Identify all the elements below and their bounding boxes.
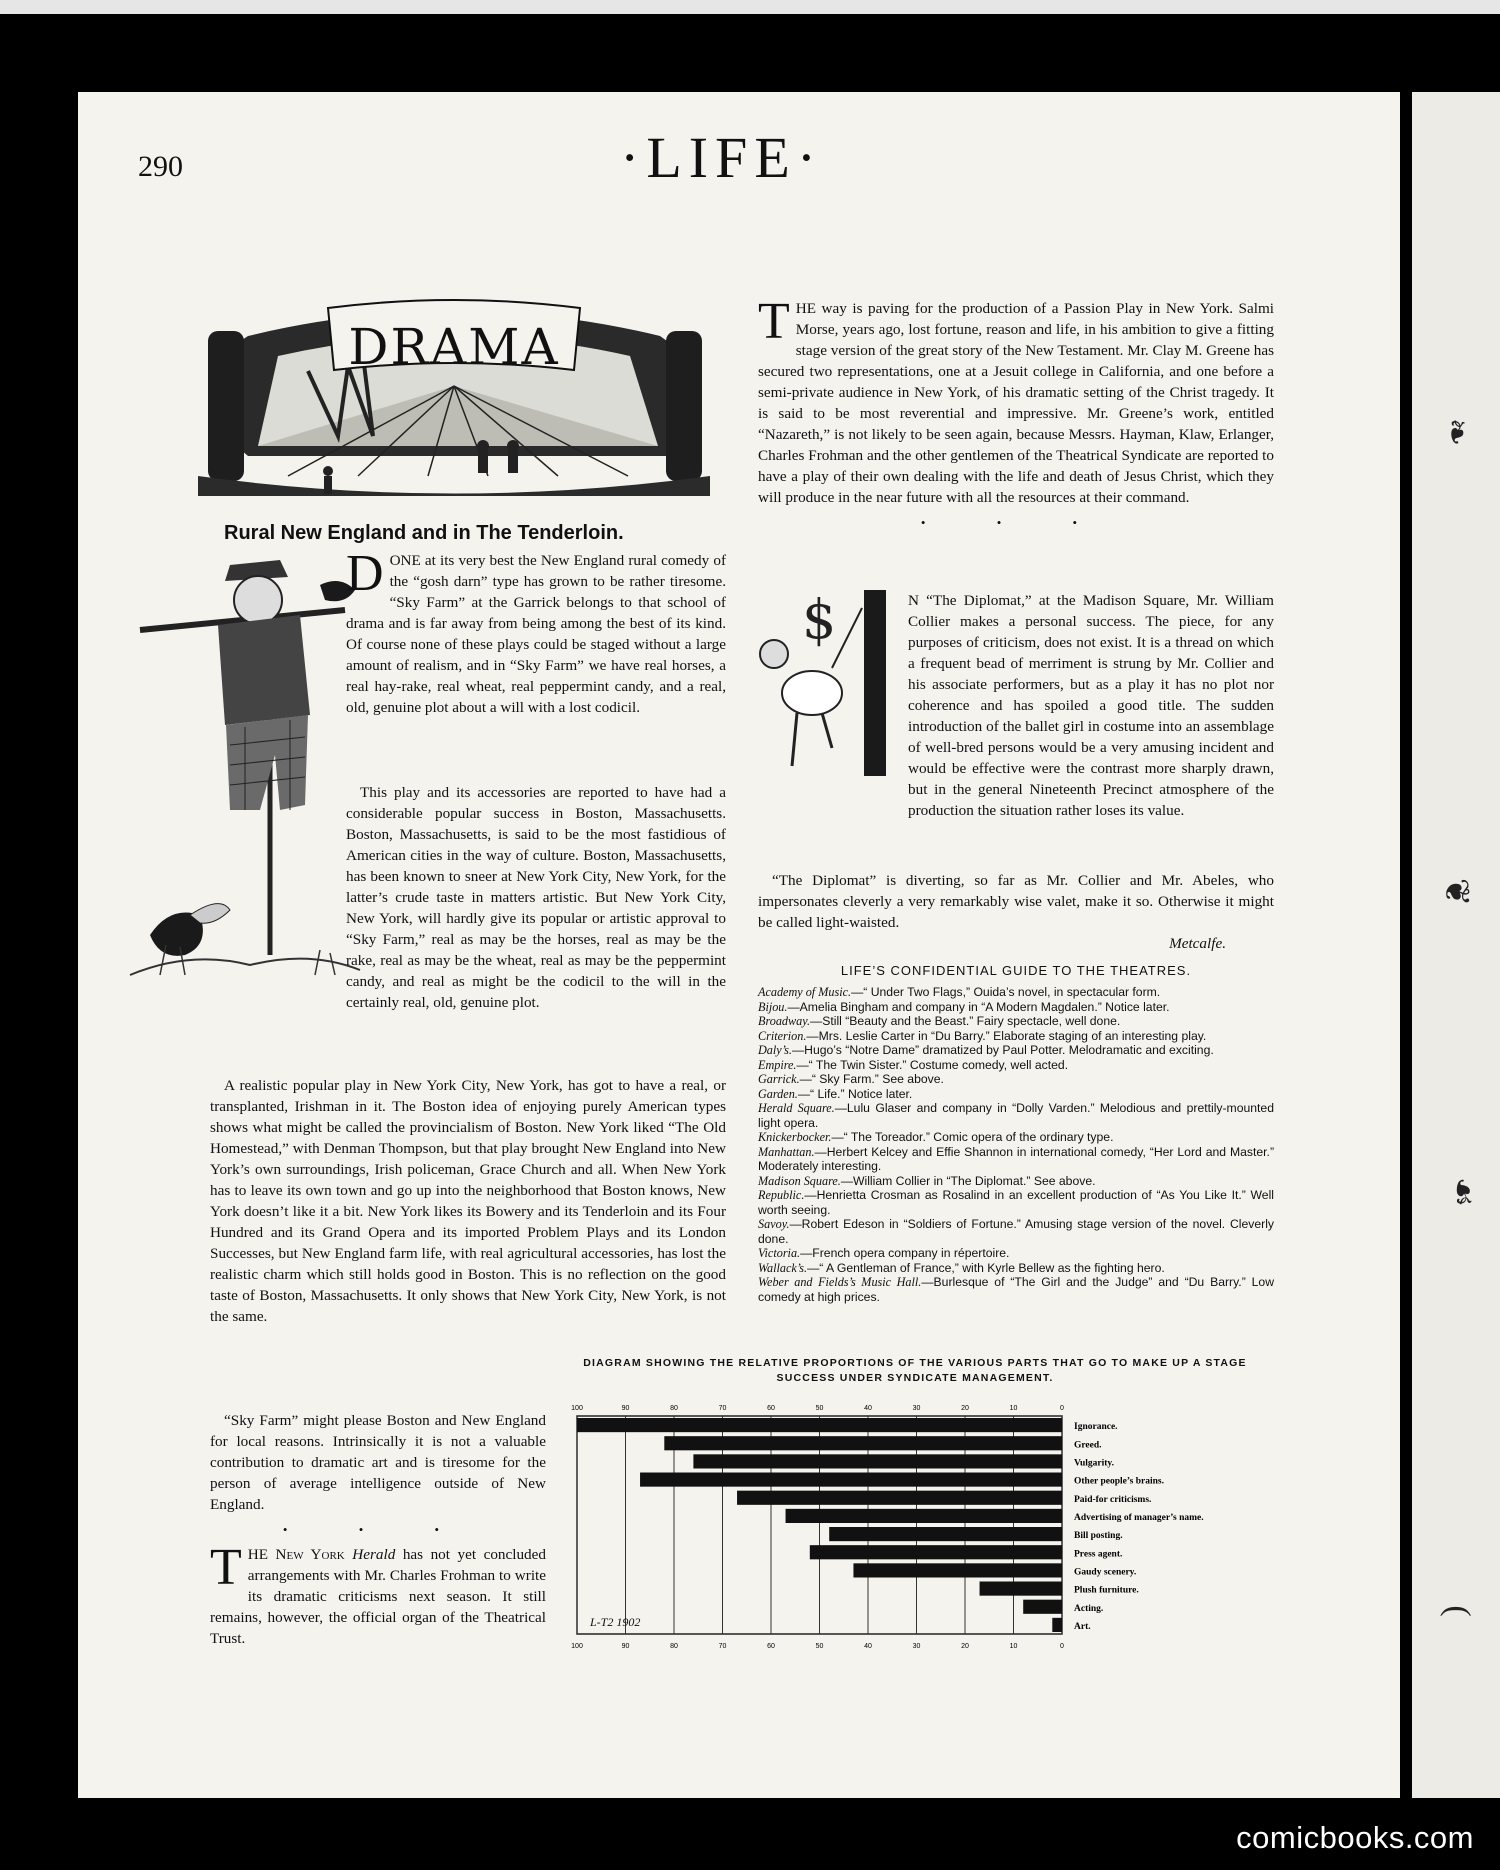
right-column-diplomat-text xyxy=(758,590,1274,821)
tick-label-top: 80 xyxy=(670,1405,678,1412)
tick-label-bottom: 80 xyxy=(670,1643,678,1650)
author-signature: Metcalfe. xyxy=(1169,935,1226,952)
left-column-top xyxy=(346,545,726,718)
paragraph-diplomat: N “The Diplomat,” at the Madison Square, Mr. William Collier makes a personal success. The piece, for any purposes of criticism, does not exist. It is a thread on which a frequent bead of merriment is strung by Mr. Collier and his associate performers, but as a play it has no plot nor coherence and has spoiled a good title. The sudden introduction of the ballet girl in costume into an assemblage of well-bred persons would be a very amusing incident and would be effective were the contrast more sharply drawn, but in the general Nineteenth Precinct atmosphere of the production the situation rather loses its value. xyxy=(908,592,1274,819)
guide-entry xyxy=(758,1275,1274,1304)
guide-entry xyxy=(758,1058,1274,1073)
guide-entry xyxy=(758,1261,1274,1276)
theatre-notice: —William Collier in “The Diplomat.” See above. xyxy=(840,1173,1096,1188)
category-label: Art. xyxy=(1074,1621,1091,1632)
theatre-name: Weber and Fields’s Music Hall. xyxy=(758,1275,922,1289)
theatre-notice: —Herbert Kelcey and Effie Shannon in international comedy, “Her Lord and Master.” Moderately interesting. xyxy=(758,1144,1274,1173)
theatre-name: Republic. xyxy=(758,1188,805,1202)
tick-label-bottom: 100 xyxy=(571,1643,583,1650)
bar xyxy=(810,1545,1062,1559)
category-label: Ignorance. xyxy=(1074,1422,1118,1433)
paragraph-diplomat-verdict: “The Diplomat” is diverting, so far as Mr. Collier and Mr. Abeles, who impersonates cleverly a very remarkably wise valet, make it so. Otherwise it might be called light-waisted. xyxy=(758,872,1274,931)
paragraph-herald xyxy=(210,1539,546,1649)
theatre-notice: —Still “Beauty and the Beast.” Fairy spectacle, well done. xyxy=(810,1014,1121,1028)
theatre-name: Empire. xyxy=(758,1057,797,1072)
tick-label-top: 100 xyxy=(571,1405,583,1412)
tick-label-bottom: 0 xyxy=(1060,1643,1064,1650)
adjacent-page-mark: ❦ xyxy=(1437,877,1475,907)
bar xyxy=(829,1527,1062,1541)
theatre-name: Broadway. xyxy=(758,1014,811,1028)
section-divider: • • • xyxy=(282,1522,474,1537)
tick-label-top: 0 xyxy=(1060,1405,1064,1412)
watermark: comicbooks.com xyxy=(1236,1820,1474,1855)
tick-label-bottom: 30 xyxy=(912,1643,921,1650)
category-label: Advertising of manager’s name. xyxy=(1074,1512,1204,1523)
bar xyxy=(980,1582,1062,1596)
page-number: 290 xyxy=(138,150,183,183)
theatre-name: Criterion. xyxy=(758,1028,807,1043)
theatre-name: Academy of Music. xyxy=(758,985,852,999)
paragraph-sky-farm-intro xyxy=(346,545,726,718)
tick-label-top: 20 xyxy=(961,1405,969,1412)
theatre-notice: —Henrietta Crosman as Rosalind in an excellent production of “As You Like It.” Well worth seeing. xyxy=(758,1188,1274,1217)
bar xyxy=(1052,1618,1062,1632)
category-label: Other people’s brains. xyxy=(1074,1476,1164,1487)
guide-entry xyxy=(758,1000,1274,1015)
category-label: Paid-for criticisms. xyxy=(1074,1494,1152,1505)
paragraph-text: HE way is paving for the production of a Passion Play in New York. Salmi Morse, years ago, lost fortune, reason and life, in his ambition to give a fitting stage version of the great story of the New Testament. Mr. Clay M. Greene has secured two representations, one at a Jesuit college in California, and one before a semi-private audience in New York, of his dramatic setting of the Christ tragedy. It is said to be most reverential and impressive. Mr. Greene’s work, entitled “Nazareth,” is not likely to be seen again, because Messrs. Hayman, Klaw, Erlanger, Charles Frohman and the other gentlemen of the Theatrical Syndicate are reported to have a play of their own dealing with the life and death of Jesus Christ, which they will produce in the near future with all the resources at their command. xyxy=(758,300,1274,506)
adjacent-page-edge xyxy=(1412,92,1500,1798)
guide-entry xyxy=(758,1014,1274,1029)
theatre-notice: —Hugo’s “Notre Dame” dramatized by Paul Potter. Melodramatic and exciting. xyxy=(791,1043,1214,1057)
guide-entry xyxy=(758,1145,1274,1174)
theatre-name: Bijou. xyxy=(758,999,788,1014)
theatre-name: Manhattan. xyxy=(758,1144,815,1159)
paragraph-realistic-play: A realistic popular play in New York City, New York, has got to have a real, or transplanted, Irishman in it. The Boston idea of enjoying purely American types shows what might be called the provincialism of Boston. New York liked “The Old Homestead,” with Denman Thompson, but that play brought New England into New York’s own surroundings, Irish policeman, Grace Church and all. When New York has to leave its own town and go up into the neighborhood that Boston knows, New York doesn’t like it a bit. New York likes its Bowery and its Tenderloin and its Four Hundred and its Grand Opera and its imported Problem Plays and its London Successes, but New England farm life, with real agricultural accessories, has lost the realistic charm which still holds good in Boston. This is no reflection on the good taste of Boston, Massachusetts. It only shows that New York City, New York, is not the same. xyxy=(210,1077,726,1325)
tick-label-bottom: 20 xyxy=(961,1643,969,1650)
tick-label-top: 50 xyxy=(815,1405,824,1412)
bar xyxy=(853,1563,1062,1577)
left-column-lower xyxy=(210,1075,726,1327)
paragraph-boston: This play and its accessories are reported to have had a considerable popular success in Boston, Massachusetts. Boston, Massachusetts, is said to be the most fastidious of American cities in the way of culture. Boston, Massachusetts, has been known to sneer at New York City, New York, for the latter’s crude taste in matters artistic. But New York City, New York, will hardly give its popular or artistic approval to “Sky Farm,” real as may be the horses, real as may be the rake, real as may be the wheat, real as may be the peppermint candy, and real as might be the codicil to the will in the certainly real, old, genuine plot. xyxy=(346,784,726,1011)
bar xyxy=(577,1418,1062,1432)
theatre-name: Garrick. xyxy=(758,1072,800,1086)
guide-entry xyxy=(758,1087,1274,1102)
tick-label-bottom: 90 xyxy=(621,1643,630,1650)
category-label: Press agent. xyxy=(1074,1549,1123,1560)
tick-label-top: 40 xyxy=(864,1405,872,1412)
guide-entry xyxy=(758,1217,1274,1246)
theatre-notice: —Mrs. Leslie Carter in “Du Barry.” Elaborate staging of an interesting play. xyxy=(806,1028,1207,1043)
diagram-title: DIAGRAM SHOWING THE RELATIVE PROPORTIONS OF THE VARIOUS PARTS THAT GO TO MAKE UP A STAGE SUCCESS UNDER SYNDICATE MANAGEMENT. xyxy=(583,1357,1247,1384)
tick-label-bottom: 70 xyxy=(718,1643,727,1650)
category-label: Gaudy scenery. xyxy=(1074,1567,1137,1578)
category-label: Acting. xyxy=(1074,1603,1104,1614)
tick-label-bottom: 40 xyxy=(864,1643,872,1650)
right-column-top xyxy=(758,293,1274,537)
paragraph-text: HE New York xyxy=(247,1546,353,1563)
theatre-notice: —Robert Edeson in “Soldiers of Fortune.” Amusing stage version of the novel. Cleverly done. xyxy=(758,1217,1274,1246)
theatre-notice: —“ Life.” Notice later. xyxy=(797,1086,913,1101)
top-strip xyxy=(0,0,1500,14)
category-label: Vulgarity. xyxy=(1074,1458,1115,1469)
tick-label-top: 60 xyxy=(767,1405,775,1412)
paragraph-text: ONE at its very best the New England rural comedy of the “gosh darn” type has grown to be rather tiresome. “Sky Farm” at the Garrick belongs to that school of drama and is far away from being among the best of its kind. Of course none of these plays could be staged without a large amount of realism, and in “Sky Farm” we have real horses, a real hay-rake, real wheat, real peppermint candy, and a real, old, genuine plot about a will with a lost codicil. xyxy=(346,552,726,716)
svg-text:$: $ xyxy=(802,588,837,651)
tick-label-top: 90 xyxy=(621,1405,630,1412)
bar xyxy=(693,1454,1062,1468)
theatre-name: Daly’s. xyxy=(758,1043,792,1057)
left-column-middle xyxy=(346,782,726,1013)
bar xyxy=(737,1491,1062,1505)
theatre-notice: —“ The Twin Sister.” Costume comedy, well acted. xyxy=(796,1057,1069,1072)
artist-signature: L-T2 1902 xyxy=(590,1615,641,1629)
guide-title: LIFE’S CONFIDENTIAL GUIDE TO THE THEATRES. xyxy=(840,963,1192,978)
guide-entry xyxy=(758,1174,1274,1189)
left-column-bottom xyxy=(210,1410,546,1649)
tick-label-bottom: 60 xyxy=(767,1643,775,1650)
theatre-name: Madison Square. xyxy=(758,1173,841,1188)
paragraph-text: has not yet concluded arrangements with Mr. Charles Frohman to write its dramatic criticisms next season. It still remains, however, the official organ of the Theatrical Trust. xyxy=(210,1546,546,1647)
theatre-name: Victoria. xyxy=(758,1246,801,1260)
theatre-notice: —“ The Toreador.” Comic opera of the ordinary type. xyxy=(831,1130,1114,1144)
adjacent-page-mark: ❧ xyxy=(1437,417,1475,447)
theatre-notice: —“ Under Two Flags,” Ouida’s novel, in spectacular form. xyxy=(851,985,1161,999)
theatre-name: Wallack’s. xyxy=(758,1260,808,1275)
masthead: ·LIFE· xyxy=(620,125,824,190)
drop-cap: T xyxy=(210,1539,242,1596)
drop-cap: T xyxy=(758,293,790,350)
tick-label-top: 30 xyxy=(912,1405,921,1412)
theatre-name: Herald Square. xyxy=(758,1101,835,1115)
tick-label-top: 10 xyxy=(1009,1405,1018,1412)
theatre-notice: —“ A Gentleman of France,” with Kyrle Bellew as the fighting hero. xyxy=(807,1260,1165,1275)
drop-cap: D xyxy=(346,545,384,602)
theatre-notice: —Lulu Glaser and company in “Dolly Varden.” Melodious and prettily-mounted light opera. xyxy=(758,1101,1274,1130)
theatre-guide-list xyxy=(758,985,1274,1304)
paragraph-passion-play xyxy=(758,293,1274,508)
guide-entry xyxy=(758,1072,1274,1087)
adjacent-page-mark: ☙ xyxy=(1444,1176,1482,1208)
section-divider: • • • xyxy=(920,515,1112,530)
guide-entry xyxy=(758,1029,1274,1044)
tick-label-bottom: 10 xyxy=(1009,1643,1018,1650)
category-label: Plush furniture. xyxy=(1074,1585,1139,1596)
theatre-notice: —French opera company in répertoire. xyxy=(800,1246,1010,1260)
theatre-name: Savoy. xyxy=(758,1217,790,1231)
bar xyxy=(786,1509,1062,1523)
bar xyxy=(640,1473,1062,1487)
scarecrow-illustration xyxy=(130,555,360,985)
category-label: Greed. xyxy=(1074,1440,1102,1451)
category-label: Bill posting. xyxy=(1074,1531,1123,1542)
paragraph-sky-farm-verdict: “Sky Farm” might please Boston and New England for local reasons. Intrinsically it is not a valuable contribution to dramatic art and is tiresome for the person of average intelligence outside of New England. xyxy=(210,1412,546,1513)
guide-entry xyxy=(758,985,1274,1000)
tick-label-top: 70 xyxy=(718,1405,727,1412)
tick-label-bottom: 50 xyxy=(815,1643,824,1650)
article-headline: Rural New England and in The Tenderloin. xyxy=(224,522,624,544)
right-column-diplomat-end xyxy=(758,870,1274,1304)
theatre-notice: —Amelia Bingham and company in “A Modern Magdalen.” Notice later. xyxy=(787,999,1170,1014)
theatre-name: Garden. xyxy=(758,1086,798,1101)
bar xyxy=(1023,1600,1062,1614)
adjacent-page-mark: ( xyxy=(1439,1605,1477,1617)
guide-entry xyxy=(758,1101,1274,1130)
guide-entry xyxy=(758,1130,1274,1145)
theatre-name: Knickerbocker. xyxy=(758,1130,832,1144)
guide-entry xyxy=(758,1188,1274,1217)
paragraph-italic: Herald xyxy=(352,1546,396,1563)
theatre-notice: —“ Sky Farm.” See above. xyxy=(799,1072,944,1086)
guide-entry xyxy=(758,1043,1274,1058)
bar xyxy=(664,1436,1062,1450)
guide-entry xyxy=(758,1246,1274,1261)
banner-title: DRAMA xyxy=(348,318,560,376)
theatre-notice: —Burlesque of “The Girl and the Judge” and “Du Barry.” Low comedy at high prices. xyxy=(758,1275,1274,1304)
